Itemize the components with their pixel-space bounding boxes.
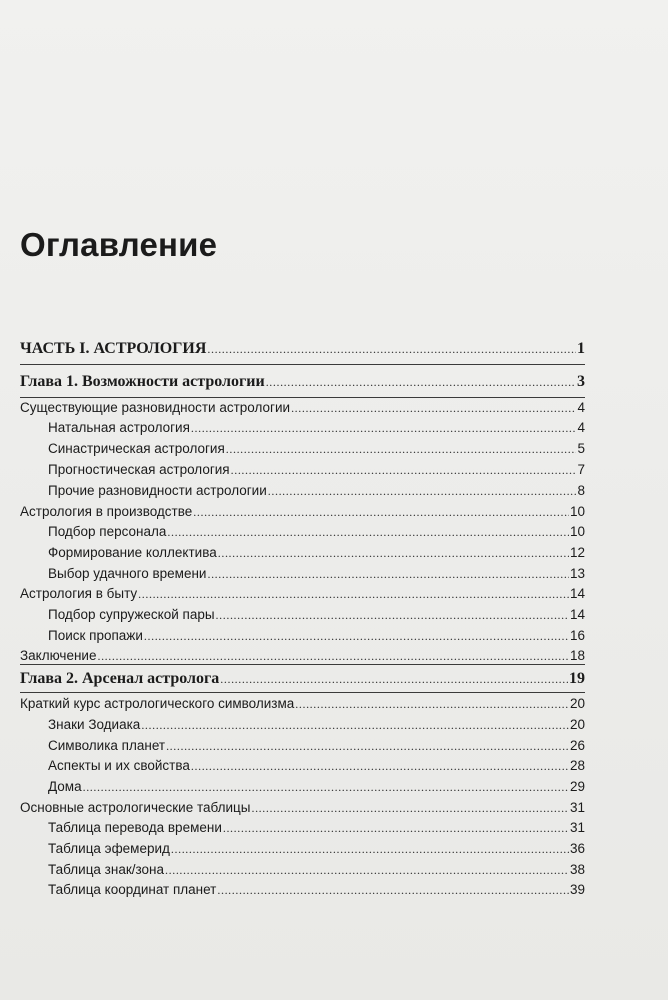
toc-entry-title: Глава 2. Арсенал астролога (20, 670, 220, 687)
toc-leader-dots (165, 863, 569, 878)
toc-entry-page: 39 (569, 882, 585, 897)
toc-section (20, 504, 585, 520)
toc-entry-page: 29 (569, 779, 585, 794)
toc-leader-dots (217, 883, 569, 898)
toc-subsection (48, 862, 585, 878)
toc-leader-dots (138, 587, 569, 602)
toc-entry-page: 14 (569, 586, 585, 601)
toc-entry-title: Знаки Зодиака (48, 717, 141, 732)
toc-section (20, 586, 585, 602)
toc-subsection (48, 420, 585, 436)
toc-leader-dots (295, 697, 569, 712)
toc-leader-dots (268, 484, 577, 499)
toc-entry-page: 13 (569, 566, 585, 581)
toc-entry-title: Подбор супружеской пары (48, 607, 215, 622)
toc-entry-page: 31 (569, 820, 585, 835)
toc-chapter-2 (20, 670, 585, 688)
toc-entry-page: 10 (569, 504, 585, 519)
toc-leader-dots (266, 375, 576, 390)
toc-section (20, 800, 585, 816)
toc-leader-dots (97, 649, 568, 664)
toc-section (20, 696, 585, 712)
toc-entry-title: Прочие разновидности астрологии (48, 483, 267, 498)
toc-subsection (48, 882, 585, 898)
toc-leader-dots (226, 442, 577, 457)
toc-leader-dots (166, 739, 569, 754)
toc-entry-title: Таблица перевода времени (48, 820, 222, 835)
toc-entry-title: Поиск пропажи (48, 628, 143, 643)
toc-leader-dots (167, 525, 569, 540)
toc-subsection (48, 628, 585, 644)
toc-divider (20, 692, 585, 693)
toc-entry-title: Астрология в быту (20, 586, 138, 601)
toc-entry-page: 36 (569, 841, 585, 856)
toc-subsection (48, 738, 585, 754)
toc-entry-title: Дома (48, 779, 82, 794)
toc-leader-dots (144, 629, 569, 644)
page-title: Оглавление (20, 226, 218, 263)
toc-subsection (48, 841, 585, 857)
toc-entry-page: 38 (569, 862, 585, 877)
toc-section (20, 400, 585, 416)
toc-entry-title: Подбор персонала (48, 524, 167, 539)
toc-entry-page: 12 (569, 545, 585, 560)
toc-leader-dots (223, 821, 569, 836)
toc-divider (20, 364, 585, 365)
toc-entry-title: Глава 1. Возможности астрологии (20, 373, 265, 390)
toc-subsection (48, 717, 585, 733)
toc-entry-title: Выбор удачного времени (48, 566, 207, 581)
toc-entry-title: Таблица координат планет (48, 882, 217, 897)
toc-subsection (48, 545, 585, 561)
toc-entry-page: 18 (569, 648, 585, 663)
toc-entry-page: 10 (569, 524, 585, 539)
toc-leader-dots (141, 718, 569, 733)
toc-leader-dots (251, 801, 568, 816)
toc-divider (20, 397, 585, 398)
toc-leader-dots (231, 463, 577, 478)
toc-section (20, 648, 585, 664)
toc-subsection (48, 566, 585, 582)
toc-subsection (48, 607, 585, 623)
toc-entry-page: 1 (577, 340, 585, 357)
toc-entry-page: 8 (577, 483, 585, 498)
toc-entry-page: 4 (577, 420, 585, 435)
toc-entry-title: ЧАСТЬ I. АСТРОЛОГИЯ (20, 340, 207, 357)
toc-leader-dots (83, 780, 569, 795)
toc-entry-page: 31 (569, 800, 585, 815)
toc-divider (20, 664, 585, 665)
toc-subsection (48, 441, 585, 457)
toc-subsection (48, 524, 585, 540)
toc-entry-page: 26 (569, 738, 585, 753)
toc-entry-title: Символика планет (48, 738, 166, 753)
toc-entry-title: Прогностическая астрология (48, 462, 230, 477)
toc-entry-title: Формирование коллектива (48, 545, 217, 560)
toc-leader-dots (193, 505, 569, 520)
toc-leader-dots (218, 546, 569, 561)
toc-leader-dots (207, 567, 569, 582)
toc-leader-dots (220, 672, 568, 687)
toc-entry-title: Таблица знак/зона (48, 862, 165, 877)
toc-subsection (48, 820, 585, 836)
toc-entry-title: Заключение (20, 648, 97, 663)
toc-entry-page: 5 (577, 441, 585, 456)
toc-entry-title: Синастрическая астрология (48, 441, 225, 456)
toc-subsection (48, 462, 585, 478)
toc-entry-page: 20 (569, 717, 585, 732)
toc-subsection (48, 483, 585, 499)
toc-entry-title: Натальная астрология (48, 420, 190, 435)
toc-entry-title: Аспекты и их свойства (48, 758, 190, 773)
toc-entry-title: Астрология в производстве (20, 504, 193, 519)
toc-entry-title: Краткий курс астрологического символизма (20, 696, 295, 711)
toc-leader-dots (207, 342, 576, 357)
toc-subsection (48, 779, 585, 795)
toc-part-1 (20, 340, 585, 358)
toc-entry-title: Таблица эфемерид (48, 841, 170, 856)
toc-leader-dots (171, 842, 569, 857)
toc-entry-page: 16 (569, 628, 585, 643)
toc-entry-page: 20 (569, 696, 585, 711)
toc-entry-title: Основные астрологические таблицы (20, 800, 251, 815)
toc-entry-page: 28 (569, 758, 585, 773)
toc-chapter-1 (20, 373, 585, 391)
toc-entry-page: 4 (577, 400, 585, 415)
toc-leader-dots (291, 401, 576, 416)
toc-entry-title: Существующие разновидности астрологии (20, 400, 291, 415)
toc-entry-page: 14 (569, 607, 585, 622)
toc-leader-dots (191, 759, 569, 774)
toc-entry-page: 7 (577, 462, 585, 477)
toc-leader-dots (191, 421, 577, 436)
toc-entry-page: 19 (569, 670, 585, 687)
toc-entry-page: 3 (577, 373, 585, 390)
toc-subsection (48, 758, 585, 774)
toc-leader-dots (216, 608, 569, 623)
